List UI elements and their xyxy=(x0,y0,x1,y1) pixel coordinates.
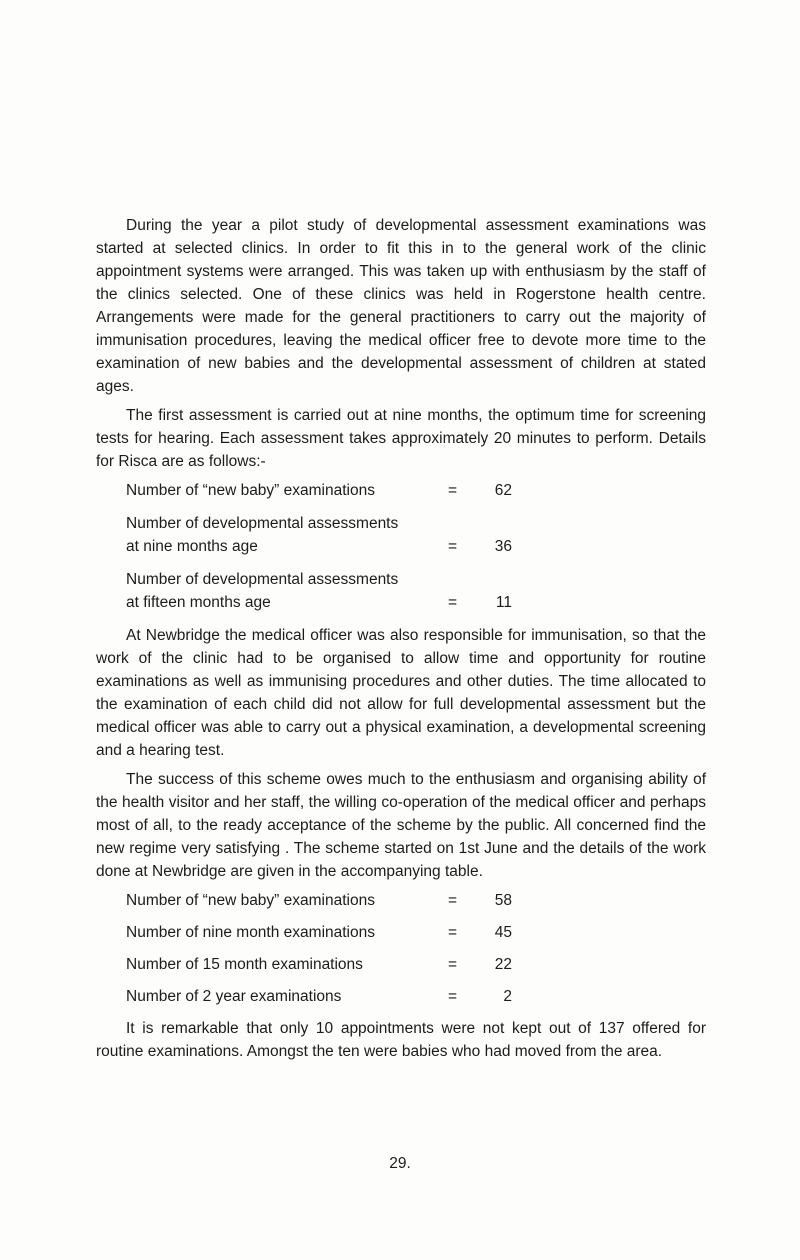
stat-label-line: at fifteen months age xyxy=(126,594,271,611)
stat-row xyxy=(96,985,706,1008)
paragraph-appointments: It is remarkable that only 10 appointments were not kept out of 137 offered for routine examinations. Amongst the ten were babies who had moved from the area. xyxy=(96,1020,706,1060)
newbridge-stats xyxy=(96,889,706,1008)
stat-equals: = xyxy=(448,892,458,909)
stat-value: 36 xyxy=(494,538,512,555)
risca-stats xyxy=(96,479,706,614)
stat-row xyxy=(96,953,706,976)
paragraph-pilot-study: During the year a pilot study of developmental assessment examinations was started at selected clinics. In order to fit this in to the general work of the clinic appointment systems were arranged. This was taken up with enthusiasm by the staff of the clinics selected. One of these clinics was held in Rogerstone health centre. Arrangements were made for the general practitioners to carry out the majority of immunisation procedures, leaving the medical officer free to devote more time to the examination of new babies and the developmental assessment of children at stated ages. xyxy=(96,217,706,395)
stat-row xyxy=(96,512,706,558)
document-page xyxy=(96,214,706,1069)
page-number: 29. xyxy=(389,1155,411,1172)
stat-label xyxy=(96,512,448,558)
stat-value: 22 xyxy=(494,956,512,973)
stat-label-line: Number of developmental assessments xyxy=(126,571,399,588)
paragraph-newbridge: At Newbridge the medical officer was also responsible for immunisation, so that the work of the clinic had to be organised to allow time and opportunity for routine examinations as well as immunising procedures and other duties. The time allocated to the examination of each child did not allow for full developmental assessment but the medical officer was able to carry out a physical examination, a developmental screening and a hearing test. xyxy=(96,627,706,759)
stat-label-line: Number of “new baby” examinations xyxy=(126,482,375,499)
paragraph-first-assessment: The first assessment is carried out at nine months, the optimum time for screening tests for hearing. Each assessment takes approximately 20 minutes to perform. Details for Risca are as follows:- xyxy=(96,407,706,470)
stat-value: 58 xyxy=(494,892,512,909)
stat-label: Number of 15 month examinations xyxy=(126,956,363,973)
stat-equals: = xyxy=(448,538,458,555)
stat-equals: = xyxy=(448,956,458,973)
stat-label: Number of nine month examinations xyxy=(126,924,375,941)
stat-label: Number of 2 year examinations xyxy=(126,988,342,1005)
stat-label: Number of “new baby” examinations xyxy=(126,892,375,909)
stat-label xyxy=(96,568,448,614)
stat-row xyxy=(96,889,706,912)
stat-value: 62 xyxy=(494,482,512,499)
stat-row xyxy=(96,479,706,502)
stat-equals: = xyxy=(448,482,458,499)
stat-label-line: at nine months age xyxy=(126,538,258,555)
stat-row xyxy=(96,921,706,944)
stat-row xyxy=(96,568,706,614)
stat-value: 11 xyxy=(495,594,512,611)
paragraph-success: The success of this scheme owes much to the enthusiasm and organising ability of the health visitor and her staff, the willing co-operation of the medical officer and perhaps most of all, to the ready acceptance of the scheme by the public. All concerned find the new regime very satisfying . The scheme started on 1st June and the details of the work done at Newbridge are given in the accompanying table. xyxy=(96,771,706,880)
stat-label xyxy=(96,479,448,502)
stat-equals: = xyxy=(448,988,458,1005)
stat-value: 45 xyxy=(494,924,512,941)
stat-equals: = xyxy=(448,924,458,941)
stat-label-line: Number of developmental assessments xyxy=(126,515,399,532)
stat-value: 2 xyxy=(503,988,512,1005)
stat-equals: = xyxy=(448,594,458,611)
